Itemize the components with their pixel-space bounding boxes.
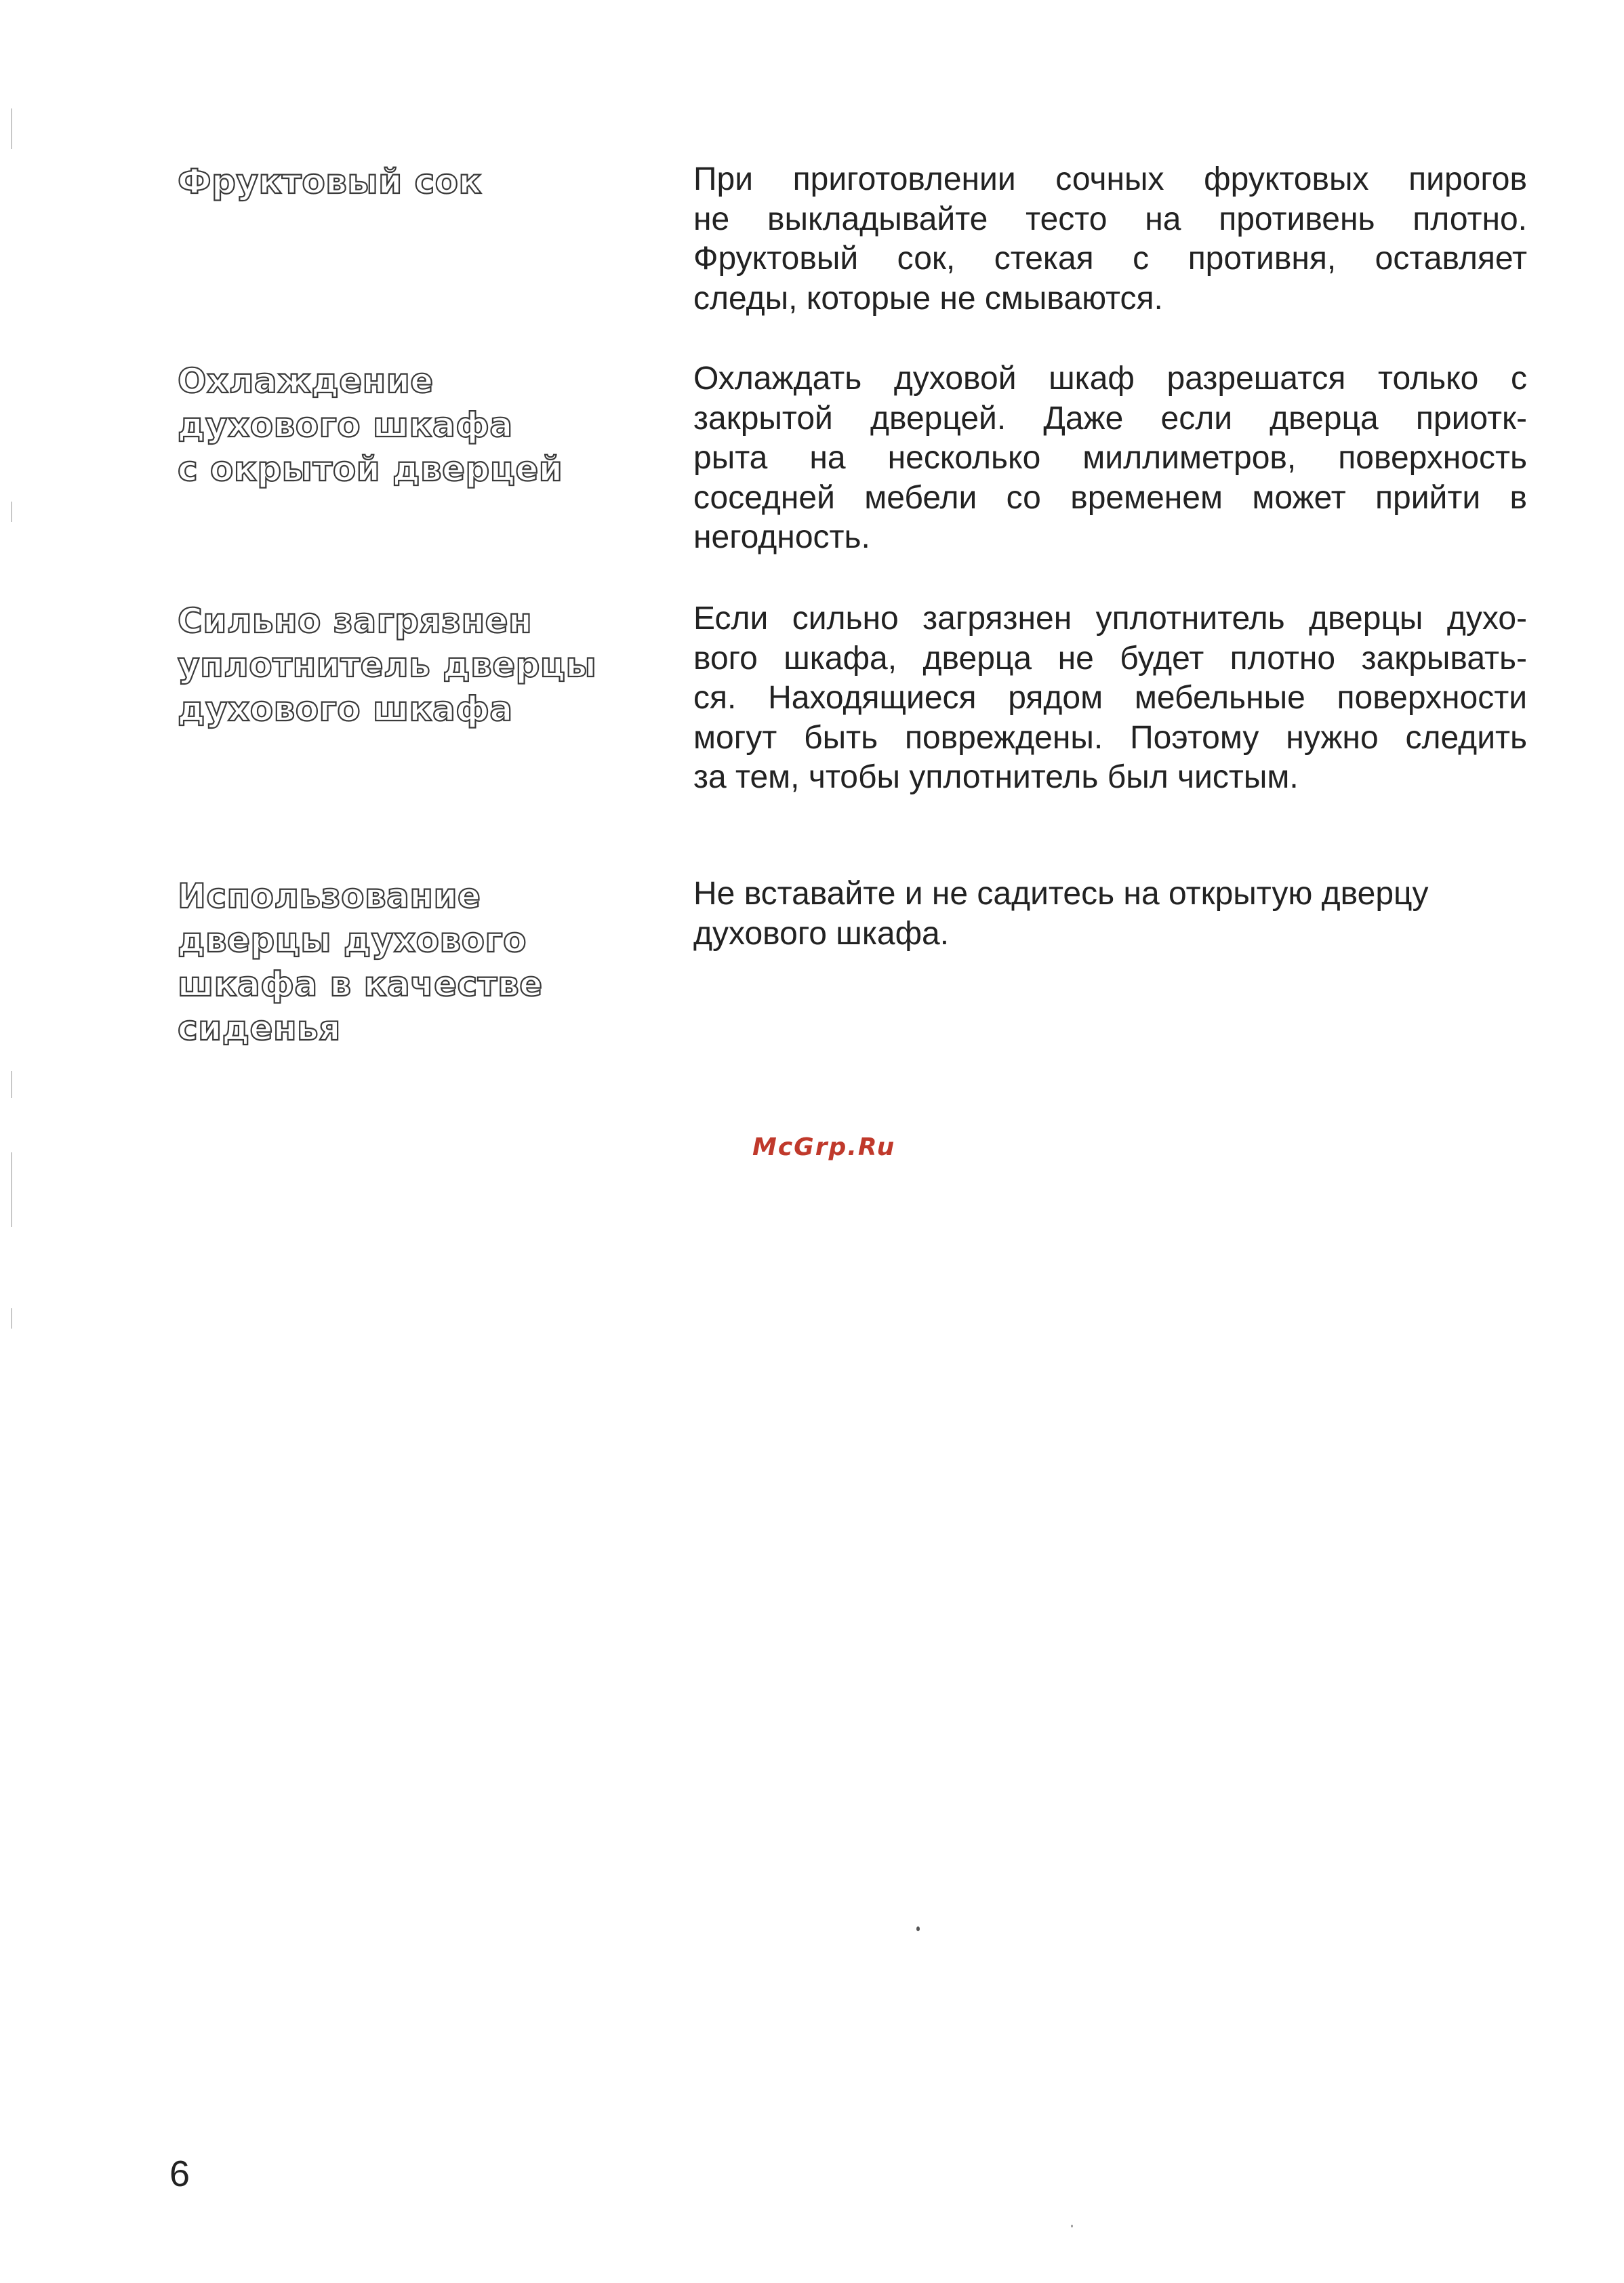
body-line: негодность. [693, 519, 870, 555]
body-line: При приготовлении сочных фруктовых пирогов [693, 161, 1527, 197]
section-heading [178, 359, 638, 491]
body-line: не выкладывайте тесто на противень плотно. [693, 201, 1527, 237]
heading-line: Охлаждение [178, 361, 434, 401]
scan-margin-mark [11, 502, 12, 522]
scan-margin-mark [11, 108, 12, 149]
body-line: ся. Находящиеся рядом мебельные поверхности [693, 680, 1527, 716]
section-body [693, 874, 1527, 954]
heading-line: дверцы духового [178, 921, 527, 960]
heading-line: с окрытой дверцей [178, 449, 563, 489]
body-line: рыта на несколько миллиметров, поверхность [693, 440, 1527, 476]
section-heading [178, 599, 638, 731]
scan-speck [1071, 2225, 1073, 2227]
scan-speck [916, 1926, 920, 1931]
heading-line: шкафа в качестве [178, 965, 543, 1004]
body-line: следы, которые не смываются. [693, 280, 1163, 317]
heading-line: сиденья [178, 1009, 341, 1048]
scan-margin-mark [11, 1308, 12, 1329]
body-line: Если сильно загрязнен уплотнитель дверцы духо- [693, 601, 1527, 637]
heading-line: Фруктовый сок [178, 162, 482, 201]
body-line: духового шкафа. [693, 915, 950, 952]
body-line: могут быть повреждены. Поэтому нужно следить [693, 719, 1527, 756]
heading-line: уплотнитель дверцы [178, 645, 597, 685]
body-line: за тем, чтобы уплотнитель был чистым. [693, 759, 1299, 795]
section-body [693, 160, 1527, 319]
watermark-text: McGrp.Ru [752, 1133, 896, 1161]
heading-line: Использование [178, 876, 481, 916]
body-line: Охлаждать духовой шкаф разрешатся только с [693, 361, 1527, 397]
body-line: Не вставайте и не садитесь на открытую дверцу [693, 876, 1429, 912]
section-heading [178, 874, 638, 1051]
body-line: вого шкафа, дверца не будет плотно закрывать- [693, 640, 1527, 676]
body-line: соседней мебели со временем может прийти в [693, 479, 1527, 516]
section-body [693, 359, 1527, 558]
page-number: 6 [169, 2154, 190, 2194]
body-line: закрытой дверцей. Даже если дверца приотк- [693, 400, 1527, 437]
heading-line: духового шкафа [178, 689, 513, 729]
heading-line: Сильно загрязнен [178, 601, 533, 641]
heading-line: духового шкафа [178, 405, 513, 445]
scan-margin-mark [11, 1152, 12, 1227]
section-body [693, 599, 1527, 798]
scan-margin-mark [11, 1071, 12, 1098]
section-heading [178, 160, 638, 204]
body-line: Фруктовый сок, стекая с противня, оставляет [693, 241, 1527, 277]
